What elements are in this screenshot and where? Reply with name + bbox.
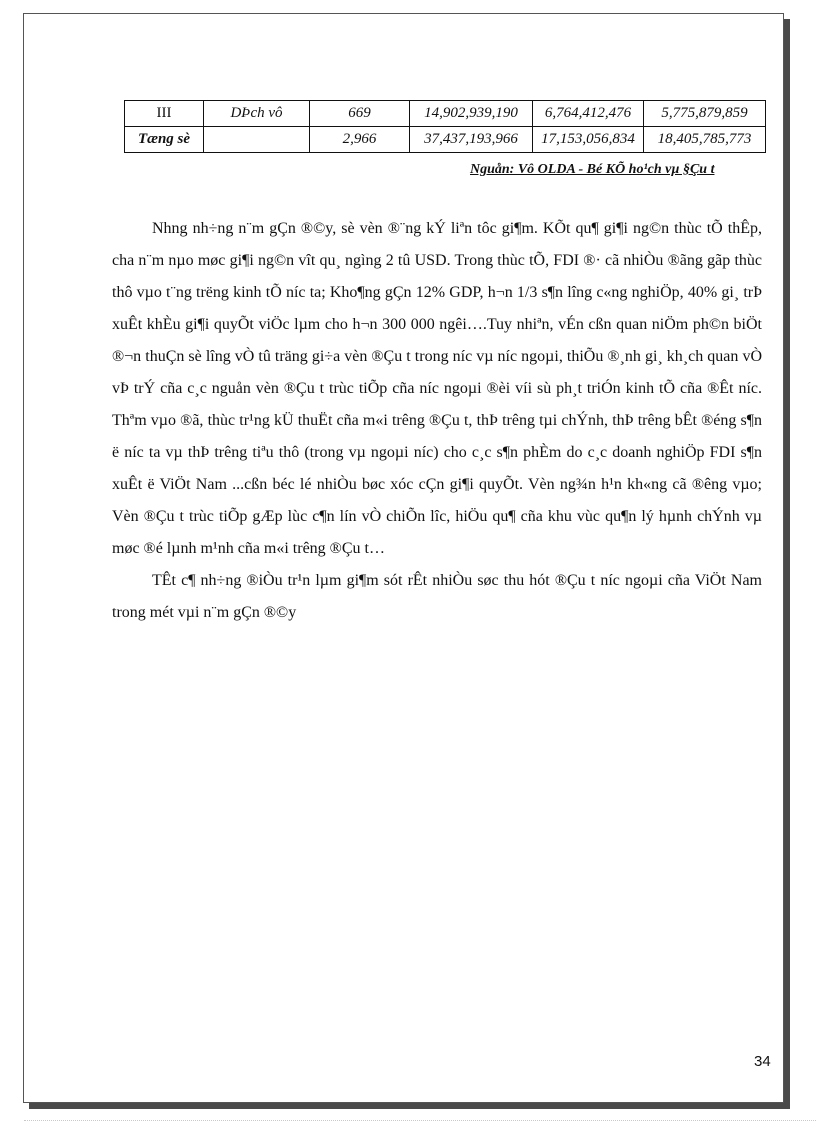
- page-bottom-divider: [24, 1120, 816, 1121]
- table-source-note: Nguån: Vô OLDA - Bé KÕ ho¹ch vµ §Çu t: [470, 162, 715, 177]
- table-cell: 2,966: [310, 127, 410, 153]
- table-cell: 37,437,193,966: [410, 127, 533, 153]
- table-cell: 5,775,879,859: [644, 101, 766, 127]
- table-cell: [204, 127, 310, 153]
- table-cell: 18,405,785,773: [644, 127, 766, 153]
- table-cell: 6,764,412,476: [533, 101, 644, 127]
- table-row: [125, 127, 766, 153]
- table-row: [125, 101, 766, 127]
- body-text: [112, 213, 762, 629]
- paragraph: TÊt c¶ nh÷ng ®iÒu tr¹n lµm gi¶m sót rÊt nhiÒu søc thu hót ®Çu t níc ngoµi cña ViÖt Nam trong mét vµi n¨m gÇn ®©y: [112, 572, 762, 621]
- table-cell: DÞch vô: [204, 101, 310, 127]
- table-cell: Tæng sè: [125, 127, 204, 153]
- investment-table: [124, 100, 766, 153]
- table-cell: 17,153,056,834: [533, 127, 644, 153]
- table-cell: 14,902,939,190: [410, 101, 533, 127]
- paragraph: Nhng nh÷ng n¨m gÇn ®©y, sè vèn ®¨ng kÝ liªn tôc gi¶m. KÕt qu¶ gi¶i ng©n thùc tÕ thÊp, cha n¨m nµo møc gi¶i ng©n vît qu¸ ngìng 2 tû USD. Trong thùc tÕ, FDI ®· cã nhiÒu ®ãng gãp thùc thô vµo t¨ng trëng kinh tÕ níc ta; Kho¶ng gÇn 12% GDP, h¬n 1/3 s¶n lîng c«ng nghiÖp, 40% gi¸ trÞ xuÊt khÈu gi¶i quyÕt viÖc lµm cho h¬n 300 000 ngêi….Tuy nhiªn, vÉn cßn quan niÖm ph©n biÖt ®¬n thuÇn sè lîng vÒ tû träng gi÷a vèn ®Çu t trong níc vµ níc ngoµi, thiÕu ®¸nh gi¸ kh¸ch quan vÒ vÞ trÝ cña c¸c nguån vèn ®Çu t trùc tiÕp cña níc ngoµi ®èi víi sù ph¸t triÓn kinh tÕ cña ®Êt níc. Thªm vµo ®ã, thùc tr¹ng kÜ thuËt cña m«i trêng ®Çu t, thÞ trêng tµi chÝnh, thÞ trêng bÊt ®éng s¶n ë níc ta vµ thÞ trêng tiªu thô (trong vµ ngoµi níc) cho c¸c s¶n phÈm do c¸c doanh nghiÖp FDI s¶n xuÊt ë ViÖt Nam ...cßn béc lé nhiÒu bøc xóc cÇn gi¶i quyÕt. Vèn ng¾n h¹n kh«ng cã ®êng vµo; Vèn ®Çu t trùc tiÕp gÆp lùc c¶n lín vÒ chiÕn lîc, hiÖu qu¶ cña khu vùc qu¶n lý hµnh chÝnh vµ møc ®é lµnh m¹nh cña m«i trêng ®Çu t…: [112, 220, 762, 557]
- table-cell: III: [125, 101, 204, 127]
- table-cell: 669: [310, 101, 410, 127]
- page-number: 34: [754, 1053, 771, 1070]
